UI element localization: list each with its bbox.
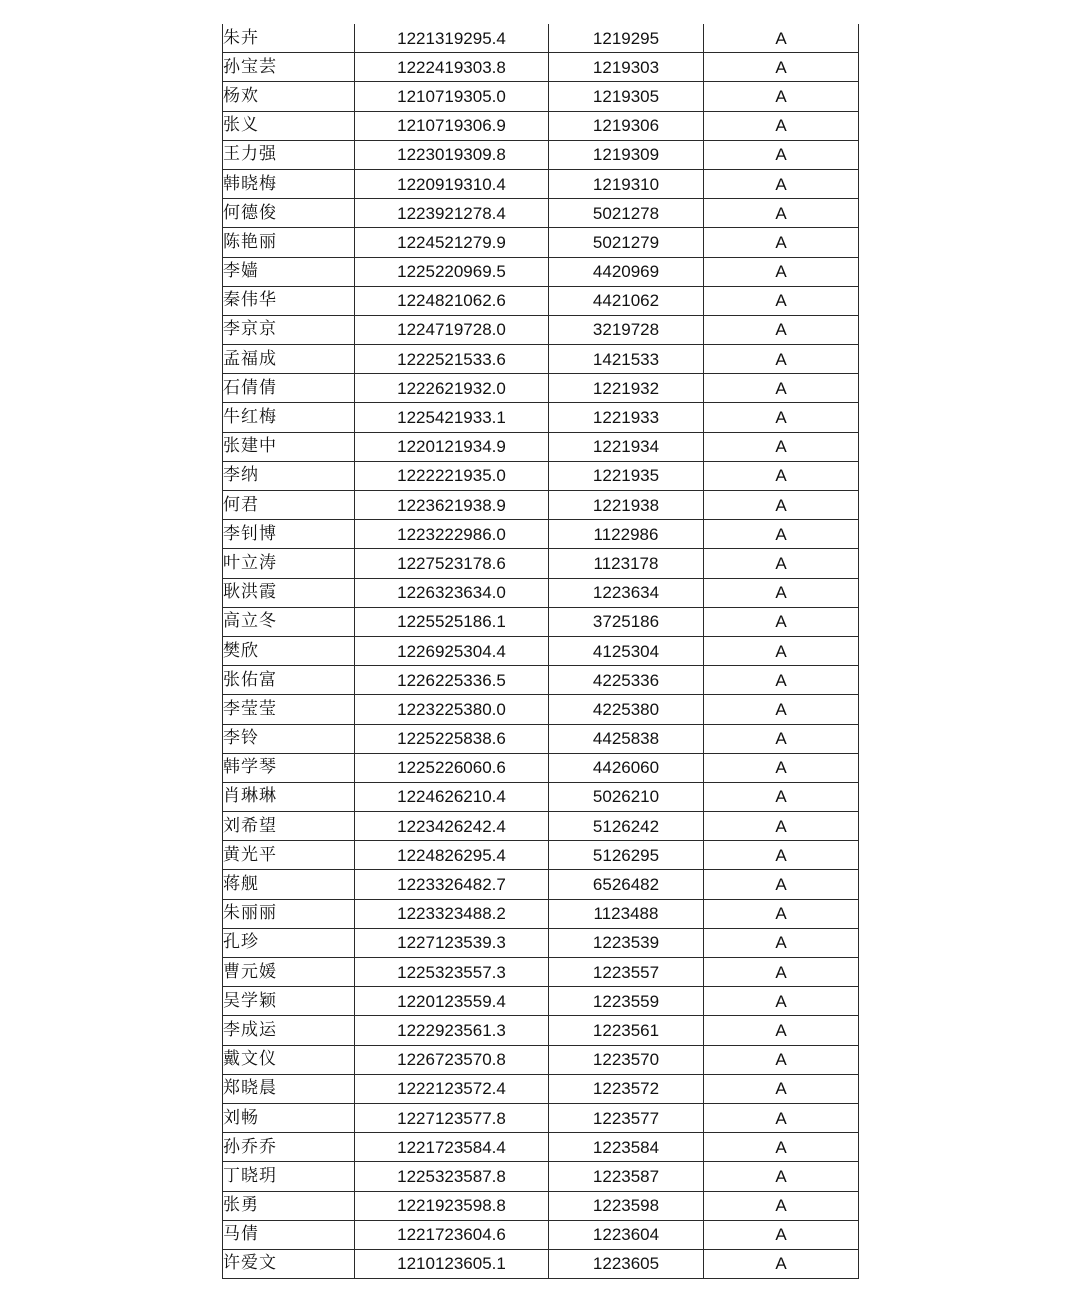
table-row <box>223 928 859 957</box>
table-row <box>223 841 859 870</box>
table-row <box>223 870 859 899</box>
name-cell: 高立冬 <box>223 607 355 636</box>
table-row <box>223 753 859 782</box>
name-cell: 李京京 <box>223 315 355 344</box>
grade-cell: A <box>704 636 859 665</box>
grade-cell: A <box>704 82 859 111</box>
grade-cell: A <box>704 607 859 636</box>
table-row <box>223 782 859 811</box>
id-number-cell: 1223323488.2 <box>355 899 549 928</box>
table-row <box>223 461 859 490</box>
name-cell: 肖琳琳 <box>223 782 355 811</box>
id-number-cell: 1225525186.1 <box>355 607 549 636</box>
grade-cell: A <box>704 432 859 461</box>
id-number-cell: 1222621932.0 <box>355 374 549 403</box>
grade-cell: A <box>704 1191 859 1220</box>
name-cell: 李铃 <box>223 724 355 753</box>
id-number-cell: 1225323587.8 <box>355 1162 549 1191</box>
name-cell: 李嫱 <box>223 257 355 286</box>
name-cell: 孔珍 <box>223 928 355 957</box>
code-cell: 4225336 <box>549 666 704 695</box>
grade-cell: A <box>704 695 859 724</box>
grade-cell: A <box>704 111 859 140</box>
table-row <box>223 140 859 169</box>
grade-cell: A <box>704 520 859 549</box>
code-cell: 1223539 <box>549 928 704 957</box>
table-row <box>223 958 859 987</box>
grade-cell: A <box>704 958 859 987</box>
grade-cell: A <box>704 1220 859 1249</box>
id-number-cell: 1223621938.9 <box>355 491 549 520</box>
id-number-cell: 1226225336.5 <box>355 666 549 695</box>
code-cell: 1221934 <box>549 432 704 461</box>
name-cell: 王力强 <box>223 140 355 169</box>
table-row <box>223 53 859 82</box>
name-cell: 李钊博 <box>223 520 355 549</box>
code-cell: 1223598 <box>549 1191 704 1220</box>
table-row <box>223 111 859 140</box>
name-cell: 刘畅 <box>223 1103 355 1132</box>
grade-cell: A <box>704 1074 859 1103</box>
grade-cell: A <box>704 812 859 841</box>
id-number-cell: 1220919310.4 <box>355 169 549 198</box>
name-cell: 朱丽丽 <box>223 899 355 928</box>
id-number-cell: 1222123572.4 <box>355 1074 549 1103</box>
id-number-cell: 1221723584.4 <box>355 1133 549 1162</box>
table-row <box>223 1074 859 1103</box>
code-cell: 1223570 <box>549 1045 704 1074</box>
name-cell: 孟福成 <box>223 345 355 374</box>
table-row <box>223 24 859 53</box>
grade-cell: A <box>704 403 859 432</box>
code-cell: 5126242 <box>549 812 704 841</box>
code-cell: 1223559 <box>549 987 704 1016</box>
code-cell: 5026210 <box>549 782 704 811</box>
grade-cell: A <box>704 345 859 374</box>
name-cell: 牛红梅 <box>223 403 355 432</box>
table-row <box>223 666 859 695</box>
table-row <box>223 1220 859 1249</box>
code-cell: 1221938 <box>549 491 704 520</box>
code-cell: 4225380 <box>549 695 704 724</box>
table-row <box>223 1162 859 1191</box>
name-cell: 吴学颖 <box>223 987 355 1016</box>
code-cell: 3725186 <box>549 607 704 636</box>
code-cell: 1219310 <box>549 169 704 198</box>
code-cell: 4426060 <box>549 753 704 782</box>
name-cell: 丁晓玥 <box>223 1162 355 1191</box>
grade-cell: A <box>704 666 859 695</box>
id-number-cell: 1225225838.6 <box>355 724 549 753</box>
table-row <box>223 491 859 520</box>
code-cell: 6526482 <box>549 870 704 899</box>
name-cell: 杨欢 <box>223 82 355 111</box>
grade-cell: A <box>704 228 859 257</box>
grade-cell: A <box>704 782 859 811</box>
id-number-cell: 1225323557.3 <box>355 958 549 987</box>
name-cell: 叶立涛 <box>223 549 355 578</box>
name-cell: 秦伟华 <box>223 286 355 315</box>
table-row <box>223 345 859 374</box>
code-cell: 1221933 <box>549 403 704 432</box>
table-row <box>223 695 859 724</box>
grade-cell: A <box>704 257 859 286</box>
id-number-cell: 1223426242.4 <box>355 812 549 841</box>
code-cell: 1219305 <box>549 82 704 111</box>
id-number-cell: 1226723570.8 <box>355 1045 549 1074</box>
grade-cell: A <box>704 1016 859 1045</box>
table-row <box>223 636 859 665</box>
name-cell: 李纳 <box>223 461 355 490</box>
name-cell: 曹元媛 <box>223 958 355 987</box>
id-number-cell: 1227123539.3 <box>355 928 549 957</box>
code-cell: 1223605 <box>549 1249 704 1278</box>
id-number-cell: 1223019309.8 <box>355 140 549 169</box>
grade-cell: A <box>704 753 859 782</box>
grade-cell: A <box>704 1249 859 1278</box>
id-number-cell: 1222419303.8 <box>355 53 549 82</box>
name-cell: 马倩 <box>223 1220 355 1249</box>
table-row <box>223 724 859 753</box>
id-number-cell: 1222521533.6 <box>355 345 549 374</box>
table-row <box>223 199 859 228</box>
id-number-cell: 1225220969.5 <box>355 257 549 286</box>
name-cell: 蒋舰 <box>223 870 355 899</box>
code-cell: 1122986 <box>549 520 704 549</box>
grade-cell: A <box>704 1045 859 1074</box>
code-cell: 1223587 <box>549 1162 704 1191</box>
id-number-cell: 1221923598.8 <box>355 1191 549 1220</box>
id-number-cell: 1210123605.1 <box>355 1249 549 1278</box>
name-cell: 郑晓晨 <box>223 1074 355 1103</box>
table-row <box>223 403 859 432</box>
grade-cell: A <box>704 1103 859 1132</box>
table-row <box>223 228 859 257</box>
name-cell: 李成运 <box>223 1016 355 1045</box>
code-cell: 4421062 <box>549 286 704 315</box>
grade-cell: A <box>704 286 859 315</box>
code-cell: 4125304 <box>549 636 704 665</box>
table-row <box>223 169 859 198</box>
id-number-cell: 1226925304.4 <box>355 636 549 665</box>
id-number-cell: 1223326482.7 <box>355 870 549 899</box>
code-cell: 1223634 <box>549 578 704 607</box>
name-cell: 黄光平 <box>223 841 355 870</box>
name-cell: 张勇 <box>223 1191 355 1220</box>
name-cell: 耿洪霞 <box>223 578 355 607</box>
grade-cell: A <box>704 899 859 928</box>
code-cell: 5126295 <box>549 841 704 870</box>
name-cell: 许爱文 <box>223 1249 355 1278</box>
name-cell: 何德俊 <box>223 199 355 228</box>
id-number-cell: 1210719306.9 <box>355 111 549 140</box>
code-cell: 5021278 <box>549 199 704 228</box>
table-row <box>223 315 859 344</box>
id-number-cell: 1227523178.6 <box>355 549 549 578</box>
table-row <box>223 374 859 403</box>
code-cell: 3219728 <box>549 315 704 344</box>
table-row <box>223 520 859 549</box>
table-row <box>223 432 859 461</box>
id-number-cell: 1224626210.4 <box>355 782 549 811</box>
id-number-cell: 1226323634.0 <box>355 578 549 607</box>
code-cell: 1219306 <box>549 111 704 140</box>
id-number-cell: 1223222986.0 <box>355 520 549 549</box>
name-cell: 何君 <box>223 491 355 520</box>
id-number-cell: 1222923561.3 <box>355 1016 549 1045</box>
name-cell: 刘希望 <box>223 812 355 841</box>
name-cell: 韩学琴 <box>223 753 355 782</box>
name-cell: 戴文仪 <box>223 1045 355 1074</box>
code-cell: 1123178 <box>549 549 704 578</box>
grade-cell: A <box>704 1133 859 1162</box>
id-number-cell: 1220121934.9 <box>355 432 549 461</box>
grade-cell: A <box>704 491 859 520</box>
grade-cell: A <box>704 140 859 169</box>
table-row <box>223 812 859 841</box>
grade-cell: A <box>704 461 859 490</box>
name-cell: 张佑富 <box>223 666 355 695</box>
grade-cell: A <box>704 870 859 899</box>
table-row <box>223 1191 859 1220</box>
code-cell: 1223557 <box>549 958 704 987</box>
grade-cell: A <box>704 841 859 870</box>
table-row <box>223 549 859 578</box>
name-cell: 李莹莹 <box>223 695 355 724</box>
code-cell: 1223572 <box>549 1074 704 1103</box>
id-number-cell: 1227123577.8 <box>355 1103 549 1132</box>
code-cell: 1219303 <box>549 53 704 82</box>
name-cell: 孙乔乔 <box>223 1133 355 1162</box>
code-cell: 1219295 <box>549 24 704 53</box>
id-number-cell: 1224821062.6 <box>355 286 549 315</box>
table-row <box>223 899 859 928</box>
id-number-cell: 1224826295.4 <box>355 841 549 870</box>
id-number-cell: 1210719305.0 <box>355 82 549 111</box>
code-cell: 1223604 <box>549 1220 704 1249</box>
id-number-cell: 1221319295.4 <box>355 24 549 53</box>
code-cell: 1223584 <box>549 1133 704 1162</box>
id-number-cell: 1220123559.4 <box>355 987 549 1016</box>
grade-cell: A <box>704 928 859 957</box>
table-row <box>223 578 859 607</box>
code-cell: 4420969 <box>549 257 704 286</box>
table-row <box>223 1016 859 1045</box>
roster-table-body <box>223 24 859 1279</box>
table-row <box>223 1045 859 1074</box>
grade-cell: A <box>704 169 859 198</box>
name-cell: 石倩倩 <box>223 374 355 403</box>
name-cell: 孙宝芸 <box>223 53 355 82</box>
grade-cell: A <box>704 315 859 344</box>
id-number-cell: 1221723604.6 <box>355 1220 549 1249</box>
id-number-cell: 1223225380.0 <box>355 695 549 724</box>
table-row <box>223 82 859 111</box>
grade-cell: A <box>704 374 859 403</box>
name-cell: 樊欣 <box>223 636 355 665</box>
grade-cell: A <box>704 549 859 578</box>
grade-cell: A <box>704 199 859 228</box>
id-number-cell: 1225421933.1 <box>355 403 549 432</box>
id-number-cell: 1224521279.9 <box>355 228 549 257</box>
name-cell: 朱卉 <box>223 24 355 53</box>
table-row <box>223 1249 859 1278</box>
name-cell: 陈艳丽 <box>223 228 355 257</box>
table-row <box>223 1103 859 1132</box>
table-row <box>223 257 859 286</box>
id-number-cell: 1225226060.6 <box>355 753 549 782</box>
table-row <box>223 1133 859 1162</box>
name-cell: 张义 <box>223 111 355 140</box>
roster-table <box>222 24 859 1279</box>
grade-cell: A <box>704 24 859 53</box>
grade-cell: A <box>704 53 859 82</box>
code-cell: 1221932 <box>549 374 704 403</box>
id-number-cell: 1224719728.0 <box>355 315 549 344</box>
grade-cell: A <box>704 1162 859 1191</box>
code-cell: 1223561 <box>549 1016 704 1045</box>
grade-cell: A <box>704 724 859 753</box>
table-row <box>223 987 859 1016</box>
code-cell: 5021279 <box>549 228 704 257</box>
grade-cell: A <box>704 987 859 1016</box>
code-cell: 4425838 <box>549 724 704 753</box>
code-cell: 1223577 <box>549 1103 704 1132</box>
code-cell: 1219309 <box>549 140 704 169</box>
table-row <box>223 607 859 636</box>
grade-cell: A <box>704 578 859 607</box>
code-cell: 1123488 <box>549 899 704 928</box>
code-cell: 1421533 <box>549 345 704 374</box>
code-cell: 1221935 <box>549 461 704 490</box>
name-cell: 韩晓梅 <box>223 169 355 198</box>
id-number-cell: 1223921278.4 <box>355 199 549 228</box>
id-number-cell: 1222221935.0 <box>355 461 549 490</box>
table-row <box>223 286 859 315</box>
name-cell: 张建中 <box>223 432 355 461</box>
